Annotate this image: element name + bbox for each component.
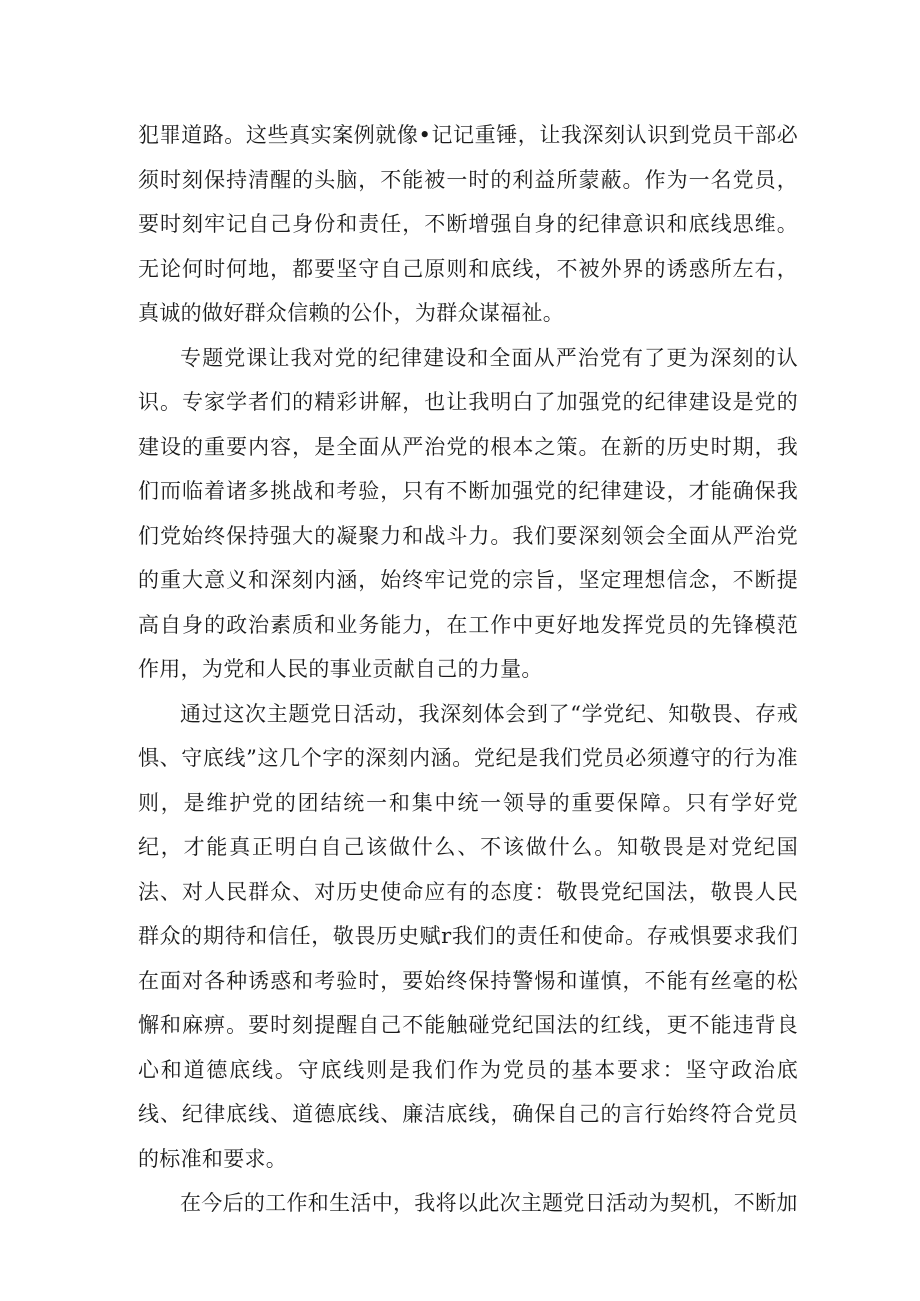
document-body <box>138 113 798 1226</box>
paragraph-2: 专题党课让我对党的纪律建设和全面从严治党有了更为深刻的认识。专家学者们的精彩讲解，也让我明白了加强党的纪律建设是党的建设的重要内容，是全面从严治党的根本之策。在新的历史时期，我们而临着诸多挑战和考验，只有不断加强党的纪律建设，才能确保我们党始终保持强大的凝聚力和战斗力。我们要深刻领会全面从严治党的重大意义和深刻内涵，始终牢记党的宗旨，坚定理想信念，不断提高自身的政治素质和业务能力，在工作中更好地发挥党员的先锋模范作用，为党和人民的事业贡献自己的力量。 <box>138 345 798 681</box>
paragraph-3: 通过这次主题党日活动，我深刻体会到了“学党纪、知敬畏、存戒惧、守底线”这几个字的深刻内涵。党纪是我们党员必须遵守的行为准则，是维护党的团结统一和集中统一领导的重要保障。只有学好党纪，才能真正明白自己该做什么、不该做什么。知敬畏是对党纪国法、对人民群众、对历史使命应有的态度：敬畏党纪国法，敬畏人民群众的期待和信任，敬畏历史赋r我们的责任和使命。存戒惧要求我们在面对各种诱惑和考验时，要始终保持警惕和谨慎，不能有丝毫的松懈和麻痹。要时刻提醒自己不能触碰党纪国法的红线，更不能违背良心和道德底线。守底线则是我们作为党员的基本要求：坚守政治底线、纪律底线、道德底线、廉洁底线，确保自己的言行始终符合党员的标准和要求。 <box>138 701 798 1171</box>
paragraph-1: 犯罪道路。这些真实案例就像•记记重锤，让我深刻认识到党员干部必须时刻保持清醒的头脑，不能被一时的利益所蒙蔽。作为一名党员，要时刻牢记自己身份和责任，不断增强自身的纪律意识和底线思维。无论何时何地，都要坚守自己原则和底线，不被外界的诱惑所左右，真诚的做好群众信赖的公仆，为群众谋福祉。 <box>138 123 798 325</box>
paragraph-4: 在今后的工作和生活中，我将以此次主题党日活动为契机，不断加 <box>180 1191 798 1215</box>
